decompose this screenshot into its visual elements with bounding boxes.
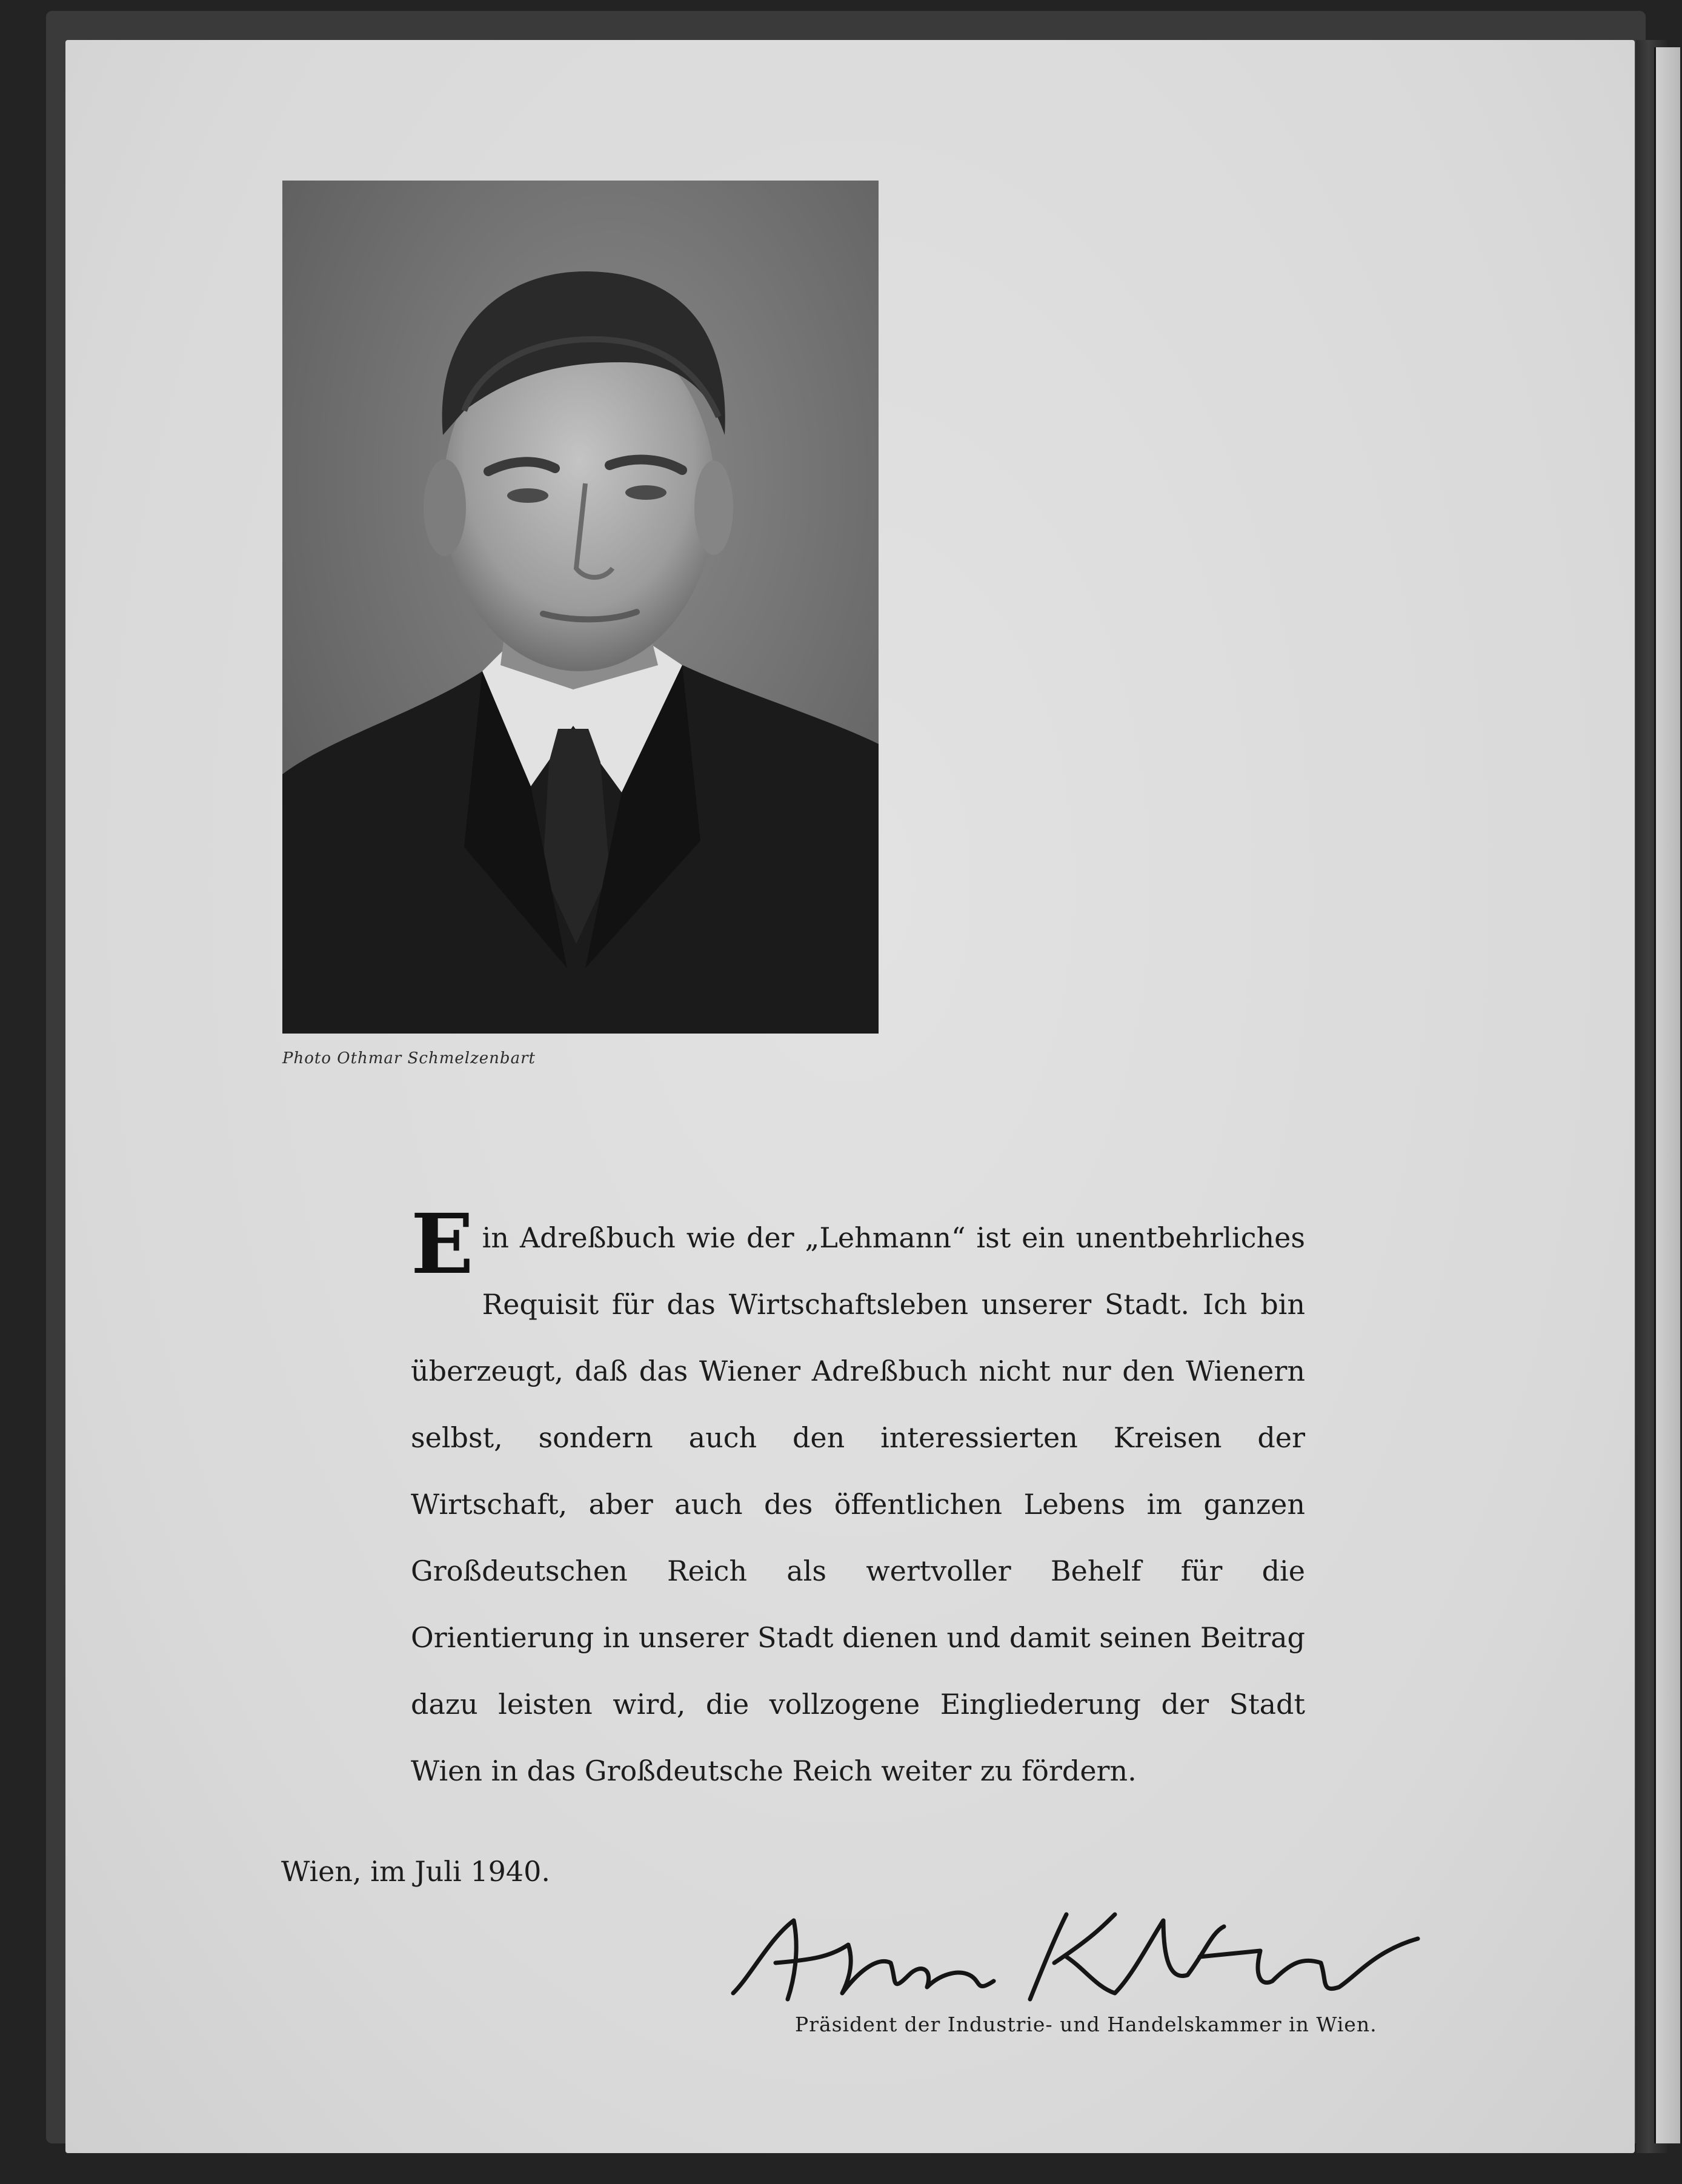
photo-caption: Photo Othmar Schmelzenbart [282,1049,536,1067]
letter-text: in Adreßbuch wie der „Lehmann“ ist ein unentbehrliches Requisit für das Wirtschaftsleben unserer Stadt. Ich bin überzeugt, daß das Wiener Adreßbuch nicht nur den Wienern selbst, sondern auch den interessierten Kreisen der Wirtschaft, aber auch des öffentlichen Lebens im ganzen Großdeutschen Reich als wertvoller Behelf für die Orientierung in unserer Stadt dienen und damit seinen Beitrag dazu leisten wird, die vollzogene Eingliederung der Stadt Wien in das Großdeutsche Reich weiter zu fördern. [411,1221,1305,1787]
letter-body [411,1196,1305,1804]
handwritten-signature [727,1902,1430,2017]
portrait-illustration [282,181,879,1034]
portrait-photo [282,181,879,1034]
drop-cap: E [411,1196,474,1293]
place-and-date: Wien, im Juli 1940. [281,1855,551,1888]
next-page-edge [1654,47,1680,2143]
signatory-title: Präsident der Industrie- und Handelskammer in Wien. [795,2013,1377,2036]
